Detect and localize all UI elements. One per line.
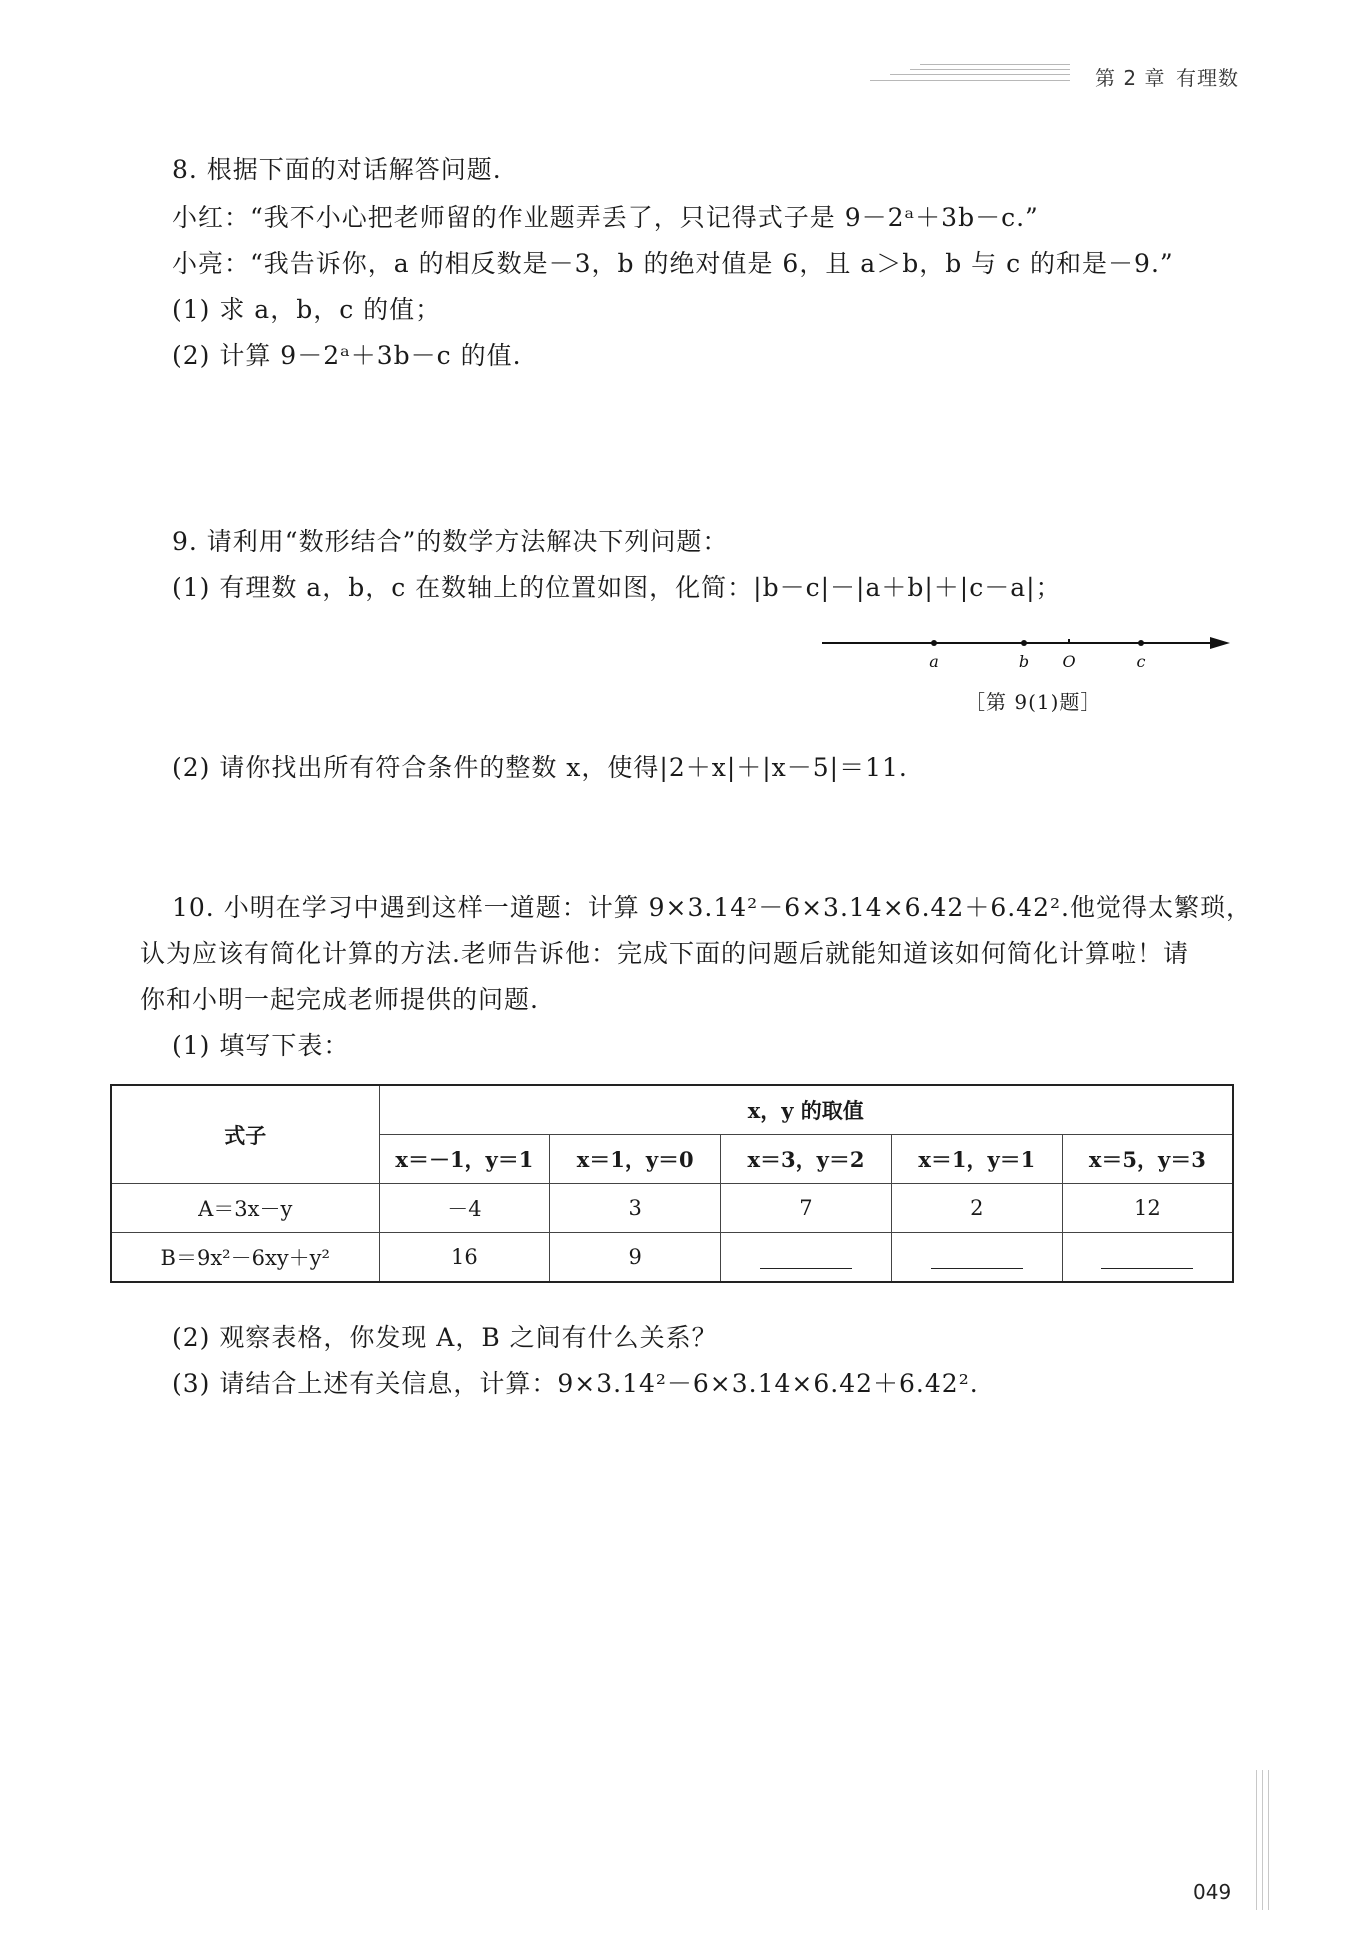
table-cell: 7: [721, 1184, 892, 1233]
number-line-label-O: O: [1062, 652, 1076, 671]
table-column-header: x＝1，y＝1: [891, 1135, 1062, 1184]
number-line-label-c: c: [1136, 652, 1146, 671]
q8-part1: (1) 求 a，b，c 的值；: [172, 295, 442, 324]
q8-dialog-xiaoliang: 小亮：“我告诉你，a 的相反数是－3，b 的绝对值是 6，且 a＞b，b 与 c 的和是－9.”: [172, 249, 1174, 278]
q10-line2: 认为应该有简化计算的方法.老师告诉他：完成下面的问题后就能知道该如何简化计算啦！请: [140, 939, 1189, 968]
table-column-header: x＝5，y＝3: [1062, 1135, 1233, 1184]
page-number: 049: [1193, 1880, 1232, 1904]
q9-part1: (1) 有理数 a，b，c 在数轴上的位置如图，化简：|b－c|－|a＋b|＋|c－a|；: [172, 573, 1062, 602]
table-cell: －4: [379, 1184, 550, 1233]
q10-part3: (3) 请结合上述有关信息，计算：9×3.14²－6×3.14×6.42＋6.42².: [172, 1369, 979, 1398]
table-cell-blank: [1062, 1233, 1233, 1283]
table-row: [111, 1184, 1233, 1233]
number-line-arrow: [1210, 637, 1230, 649]
table-column-header: x＝－1，y＝1: [379, 1135, 550, 1184]
q10-line3: 你和小明一起完成老师提供的问题.: [140, 985, 539, 1014]
number-line-label-b: b: [1018, 652, 1030, 671]
table-cell: 9: [550, 1233, 721, 1283]
table-cell: 12: [1062, 1184, 1233, 1233]
table-cell: 2: [891, 1184, 1062, 1233]
number-line-point-b: [1021, 640, 1027, 646]
number-line-figure: [810, 625, 1240, 675]
q10-part2: (2) 观察表格，你发现 A，B 之间有什么关系？: [172, 1323, 718, 1352]
table-row-expression: B＝9x²－6xy＋y²: [111, 1233, 379, 1283]
q9-title: 9. 请利用“数形结合”的数学方法解决下列问题：: [172, 527, 729, 556]
answer-blank: [1101, 1248, 1193, 1269]
table-cell-blank: [721, 1233, 892, 1283]
number-line-label-a: a: [929, 652, 939, 671]
table-cell: 16: [379, 1233, 550, 1283]
q9-figure-caption: ［第 9(1)题］: [965, 690, 1102, 714]
q8-part2: (2) 计算 9－2ᵃ＋3b－c 的值.: [172, 341, 522, 370]
table-cell-blank: [891, 1233, 1062, 1283]
answer-blank: [931, 1248, 1023, 1269]
table-column-header: x＝1，y＝0: [550, 1135, 721, 1184]
page-edge-marks: [1254, 1770, 1276, 1910]
q9-part2: (2) 请你找出所有符合条件的整数 x，使得|2＋x|＋|x－5|＝11.: [172, 753, 908, 782]
table-row: [111, 1233, 1233, 1283]
q8-dialog-xiaohong: 小红：“我不小心把老师留的作业题弄丢了，只记得式子是 9－2ᵃ＋3b－c.”: [172, 203, 1039, 232]
header-decoration-lines: [870, 62, 1070, 86]
q8-title: 8. 根据下面的对话解答问题.: [172, 155, 502, 184]
table-header-xy-values: x，y 的取值: [379, 1085, 1233, 1135]
table-column-header: x＝3，y＝2: [721, 1135, 892, 1184]
q10-line1: 10. 小明在学习中遇到这样一道题：计算 9×3.14²－6×3.14×6.42＋6.42².他觉得太繁琐，: [172, 893, 1252, 922]
table-row-expression: A＝3x－y: [111, 1184, 379, 1233]
chapter-title: 有理数: [1176, 66, 1239, 90]
q10-part1: (1) 填写下表：: [172, 1031, 350, 1060]
answer-blank: [760, 1248, 852, 1269]
number-line-point-a: [931, 640, 937, 646]
table-header-expression: 式子: [111, 1085, 379, 1184]
values-table: [110, 1084, 1234, 1283]
table-cell: 3: [550, 1184, 721, 1233]
chapter-label: 第 2 章: [1095, 66, 1166, 90]
number-line-point-c: [1138, 640, 1144, 646]
